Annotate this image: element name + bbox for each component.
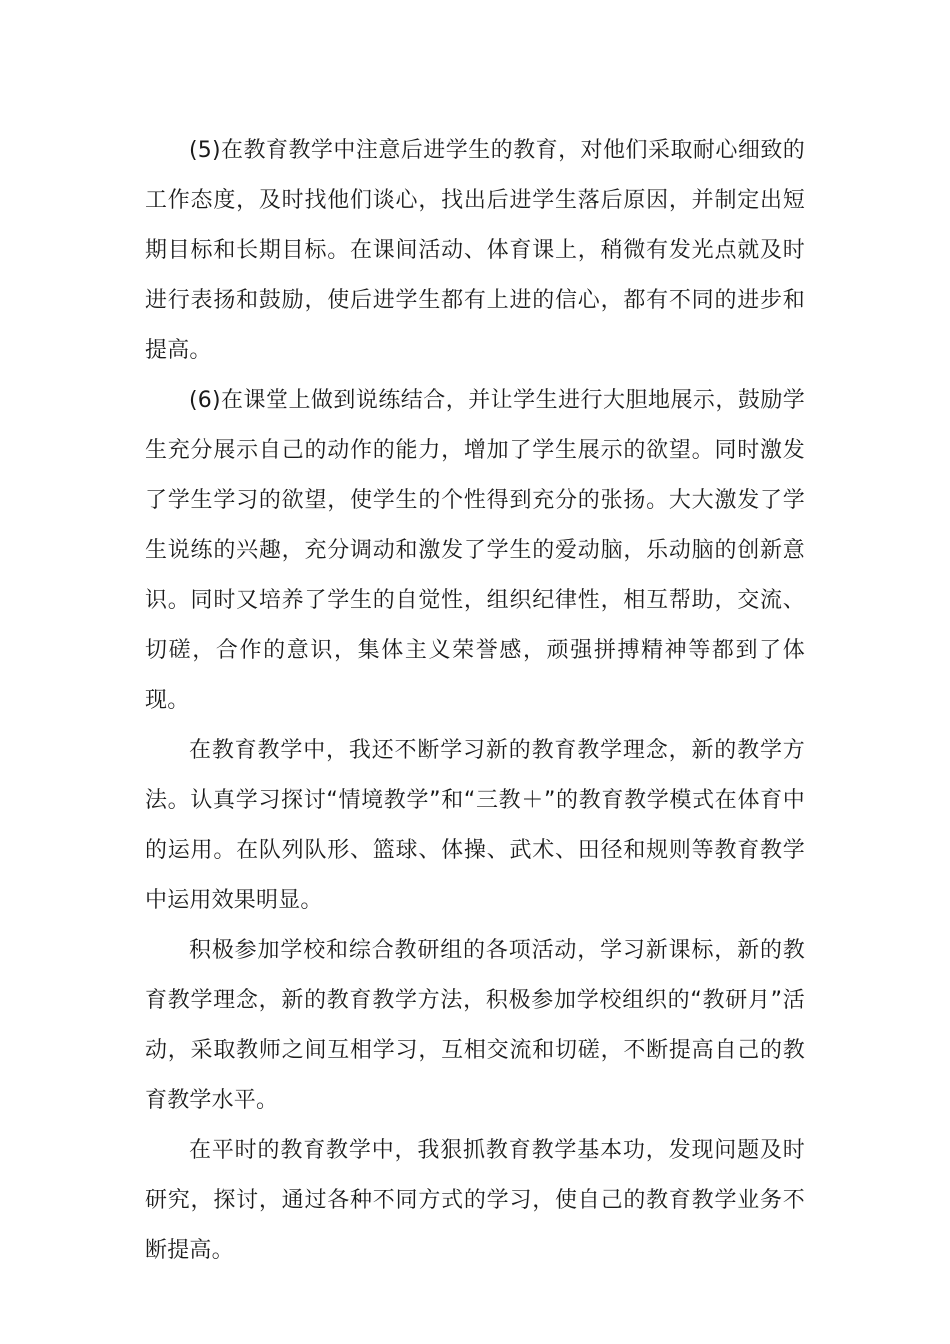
paragraph-basic-skills: 在平时的教育教学中，我狠抓教育教学基本功，发现问题及时研究，探讨，通过各种不同方式的学习，使自己的教育教学业务不断提高。 [145, 1138, 805, 1263]
paragraph-teaching-methods: 在教育教学中，我还不断学习新的教育教学理念，新的教学方法。认真学习探讨“情境教学”和“三教＋”的教育教学模式在体育中的运用。在队列队形、篮球、体操、武术、田径和规则等教育教学中运用效果明显。 [145, 738, 805, 913]
document-body [145, 126, 805, 1276]
paragraph-6-speak-practice: (6)在课堂上做到说练结合，并让学生进行大胆地展示，鼓励学生充分展示自己的动作的能力，增加了学生展示的欲望。同时激发了学生学习的欲望，使学生的个性得到充分的张扬。大大激发了学生说练的兴趣，充分调动和激发了学生的爱动脑，乐动脑的创新意识。同时又培养了学生的自觉性，组织纪律性，相互帮助，交流、切磋，合作的意识，集体主义荣誉感，顽强拼搏精神等都到了体现。 [145, 388, 805, 713]
paragraph-5-underachiever-care: (5)在教育教学中注意后进学生的教育，对他们采取耐心细致的工作态度，及时找他们谈心，找出后进学生落后原因，并制定出短期目标和长期目标。在课间活动、体育课上，稍微有发光点就及时进行表扬和鼓励，使后进学生都有上进的信心，都有不同的进步和提高。 [145, 138, 805, 363]
paragraph-research-activities: 积极参加学校和综合教研组的各项活动，学习新课标，新的教育教学理念，新的教育教学方法，积极参加学校组织的“教研月”活动，采取教师之间互相学习，互相交流和切磋，不断提高自己的教育教学水平。 [145, 938, 805, 1113]
